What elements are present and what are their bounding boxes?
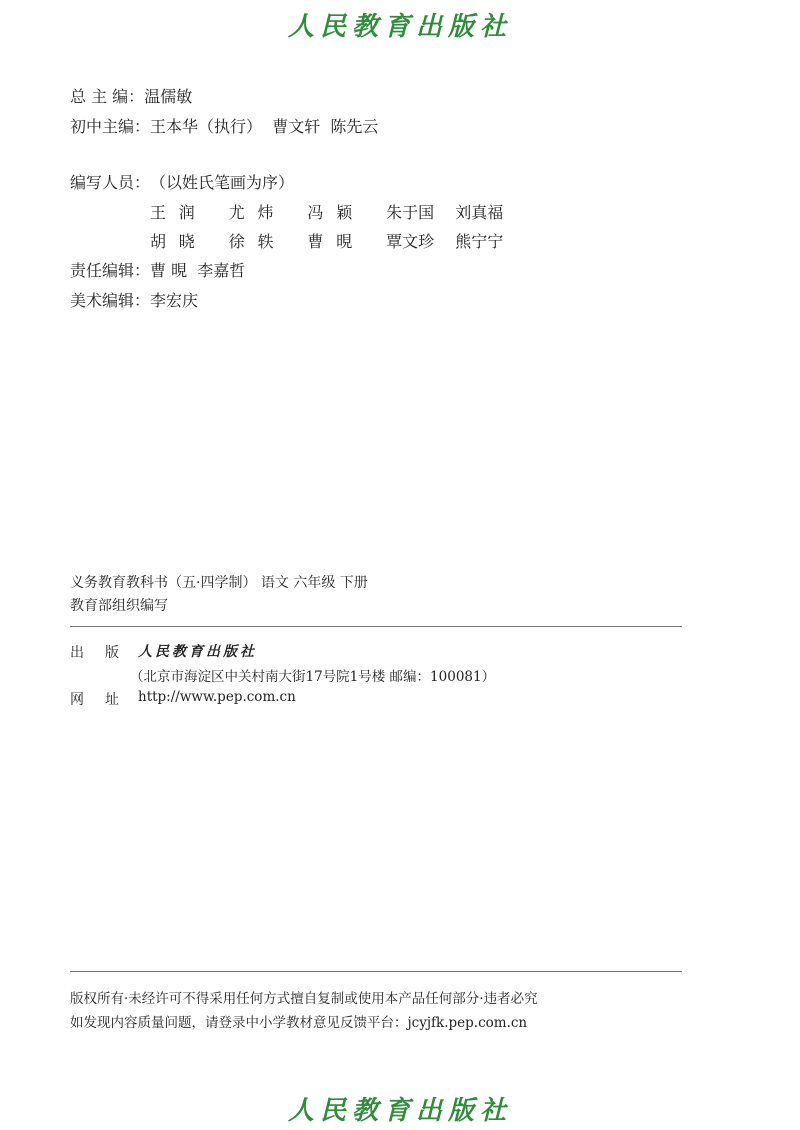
copyright-notice: 版权所有·未经许可不得采用任何方式擅自复制或使用本产品任何部分·违者必究 — [70, 991, 538, 1007]
responsible-editor-label: 责任编辑： — [70, 261, 151, 280]
chief-editor-label: 总 主 编： — [70, 87, 145, 106]
compiled-by: 教育部组织编写 — [70, 598, 168, 614]
art-editor-name: 李宏庆 — [150, 291, 199, 310]
publisher-logo-bottom: 人民教育出版社 — [287, 1096, 512, 1126]
writers-row-2 — [150, 229, 519, 252]
writer-name: 胡晓 — [150, 232, 208, 251]
responsible-editor-line — [70, 258, 245, 281]
responsible-editor-names: 曹 晛 李嘉哲 — [150, 261, 246, 280]
art-editor-label: 美术编辑： — [70, 291, 151, 310]
art-editor-line — [70, 288, 198, 311]
book-title: 义务教育教科书（五·四学制） 语文 六年级 下册 — [70, 575, 368, 591]
publisher-name-logo: 人民教育出版社 — [138, 644, 257, 660]
chief-editor-line — [70, 84, 192, 107]
junior-editor-names: 王本华（执行） 曹文轩 陈先云 — [150, 117, 379, 136]
writer-name: 王润 — [150, 203, 208, 222]
publisher-label: 出版 — [70, 645, 140, 661]
writers-note: （以姓氏笔画为序） — [150, 173, 295, 192]
writer-name: 徐轶 — [228, 232, 287, 251]
website-label: 网址 — [70, 692, 140, 708]
chief-editor-name: 温儒敏 — [144, 87, 193, 106]
writer-name: 朱于国 — [386, 203, 435, 222]
divider-bottom — [70, 971, 682, 972]
divider-top — [70, 626, 682, 627]
website-link[interactable]: http://www.pep.com.cn — [138, 689, 296, 705]
junior-editor-line — [70, 114, 378, 137]
writer-name: 曹晛 — [307, 232, 366, 251]
writer-name: 熊宁宁 — [455, 232, 504, 251]
writer-name: 覃文珍 — [386, 232, 435, 251]
publisher-logo-top: 人民教育出版社 — [287, 12, 512, 42]
writers-label: 编写人员： — [70, 173, 151, 192]
writers-row-1 — [150, 200, 519, 223]
junior-editor-label: 初中主编： — [70, 117, 151, 136]
writer-name: 刘真福 — [455, 203, 504, 222]
writers-line — [70, 170, 294, 193]
feedback-notice: 如发现内容质量问题，请登录中小学教材意见反馈平台：jcyjfk.pep.com.cn — [70, 1015, 528, 1031]
writer-name: 尤炜 — [228, 203, 287, 222]
writer-name: 冯颖 — [307, 203, 366, 222]
publisher-address: （北京市海淀区中关村南大街17号院1号楼 邮编：100081） — [130, 669, 496, 685]
